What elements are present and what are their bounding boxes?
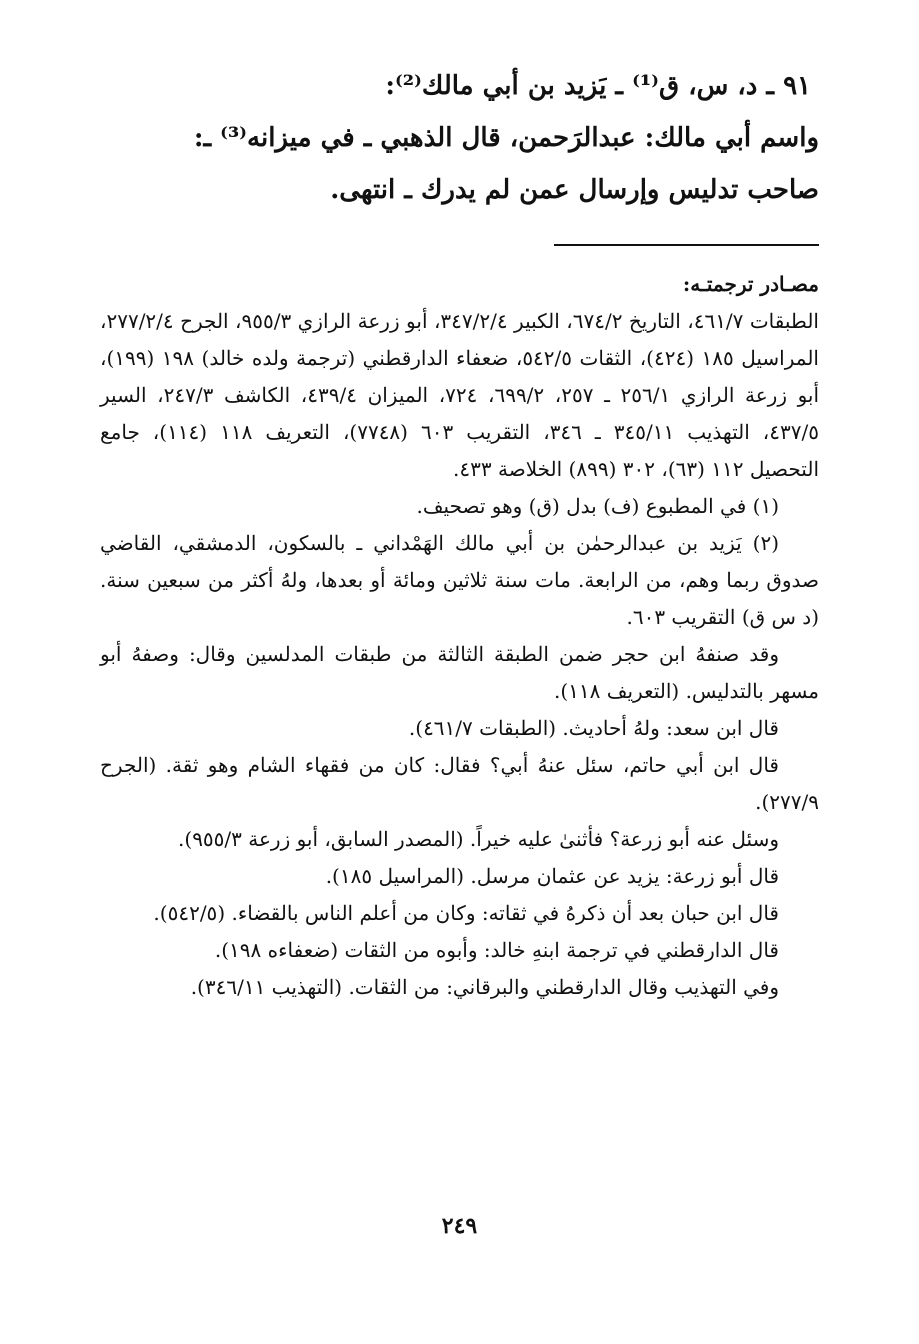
footnote-paragraph: قال ابن أبي حاتم، سئل عنهُ أبي؟ فقال: كان من فقهاء الشام وهو ثقة. (الجرح ٢٧٧/٩).: [100, 753, 819, 814]
footnote-paragraph: وقد صنفهُ ابن حجر ضمن الطبقة الثالثة من طبقات المدلسين وقال: وصفهُ أبو مسهر بالتدليس. (التعريف ١١٨).: [100, 642, 819, 703]
sources-title: مصـادر ترجمتـه:: [682, 272, 819, 296]
document-page: [100, 60, 819, 1006]
footnote-paragraph: قال أبو زرعة: يزيد عن عثمان مرسل. (المراسيل ١٨٥).: [325, 864, 779, 888]
biography-entry: [100, 60, 819, 216]
footnotes-section: [100, 266, 819, 1006]
footnote-paragraph: وسئل عنه أبو زرعة؟ فأثنىٰ عليه خيراً. (المصدر السابق، أبو زرعة ٩٥٥/٣).: [178, 827, 779, 851]
entry-line: صاحب تدليس وإرسال عمن لم يدرك ـ انتهى.: [330, 175, 819, 205]
entry-line: واسم أبي مالك: عبدالرَحمن، قال الذهبي ـ في ميزانه⁽³⁾ ـ:: [193, 123, 819, 153]
footnote-1: (١) في المطبوع (ف) بدل (ق) وهو تصحيف.: [416, 494, 779, 518]
footnote-2: (٢) يَزيد بن عبدالرحمٰن بن أبي مالك الهَمْداني ـ بالسكون، الدمشقي، القاضي صدوق ربما وهم، من الرابعة. مات سنة ثلاثين ومائة أو بعدها، ولهُ أكثر من سبعين سنة. (د س ق) التقريب ٦٠٣.: [100, 531, 819, 629]
footnote-paragraph: قال ابن حبان بعد أن ذكرهُ في ثقاته: وكان من أعلم الناس بالقضاء. (٥٤٢/٥).: [153, 901, 779, 925]
page-number: ٢٤٩: [441, 1213, 478, 1239]
footnote-paragraph: قال الدارقطني في ترجمة ابنهِ خالد: وأبوه من الثقات (ضعفاءه ١٩٨).: [214, 938, 779, 962]
sources-paragraph: [100, 266, 819, 488]
footnote-paragraph: قال ابن سعد: ولهُ أحاديث. (الطبقات ٤٦١/٧).: [408, 716, 779, 740]
footnote-divider: [554, 244, 819, 246]
sources-text: الطبقات ٤٦١/٧، التاريخ ٦٧٤/٢، الكبير ٣٤٧/٢/٤، أبو زرعة الرازي ٩٥٥/٣، الجرح ٢٧٧/٢/٤، المراسيل ١٨٥ (٤٢٤)، الثقات ٥٤٢/٥، ضعفاء الدارقطني (ترجمة ولده خالد) ١٩٨ (١٩٩)، أبو زرعة الرازي ٢٥٦/١ ـ ٢٥٧، ٦٩٩/٢، ٧٢٤، الميزان ٤٣٩/٤، الكاشف ٢٤٧/٣، السير ٤٣٧/٥، التهذيب ٣٤٥/١١ ـ ٣٤٦، التقريب ٦٠٣ (٧٧٤٨)، التعريف ١١٨ (١١٤)، جامع التحصيل ١١٢ (٦٣)، ٣٠٢ (٨٩٩) الخلاصة ٤٣٣.: [100, 309, 820, 481]
footnote-paragraph: وفي التهذيب وقال الدارقطني والبرقاني: من الثقات. (التهذيب ٣٤٦/١١).: [190, 975, 779, 999]
entry-heading: ٩١ ـ د، س، ق⁽¹⁾ ـ يَزيد بن أبي مالك⁽²⁾:: [385, 71, 811, 101]
